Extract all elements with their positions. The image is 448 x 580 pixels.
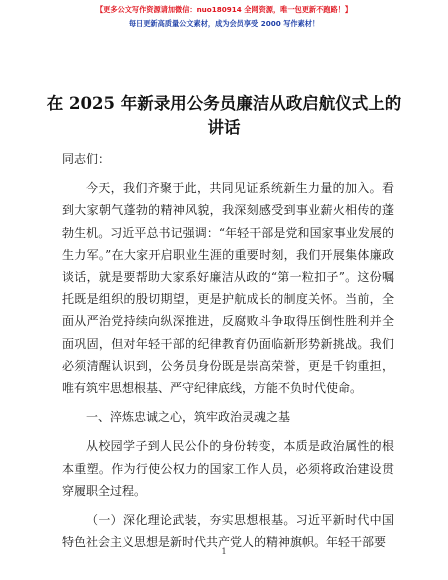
banner-line-2: 每日更新高质量公文素材，成为会员享受 2000 写作素材！ [128, 19, 320, 28]
subsection-1-paragraph: （一）深化理论武装，夯实思想根基。习近平新时代中国特色社会主义思想是新时代共产党人的精神旗帜。年轻干部要 [62, 513, 394, 550]
document-title: 在 2025 年新录用公务员廉洁从政启航仪式上的讲话 [46, 94, 402, 137]
page-number: 1 [221, 547, 227, 556]
paragraph-intro: 今天，我们齐聚于此，共同见证系统新生力量的加入。看到大家朝气蓬勃的精神风貌，我深刻感受到事业薪火相传的蓬勃生机。习近平总书记强调：“年轻干部是党和国家事业发展的生力军。”在大家开启职业生涯的重要时刻，我们开展集体廉政谈话，就是要帮助大家系好廉洁从政的“第一粒扣子”。这份嘱托既是组织的殷切期望，更是护航成长的制度关怀。当前，全面从严治党持续向纵深推进，反腐败斗争取得压倒性胜利并全面巩固，但对年轻干部的纪律教育仍面临新形势新挑战。我们必须清醒认识到，公务员身份既是崇高荣誉，更是千钧重担，唯有筑牢思想根基、严守纪律底线，方能不负时代使命。 [62, 181, 394, 396]
greeting: 同志们： [62, 152, 111, 166]
document-body [62, 148, 394, 553]
section-heading-1: 一、淬炼忠诚之心，筑牢政治灵魂之基 [86, 410, 291, 425]
promo-banner [0, 4, 448, 30]
section-1-paragraph: 从校园学子到人民公仆的身份转变，本质是政治属性的根本重塑。作为行使公权力的国家工作人员，必须将政治建设贯穿履职全过程。 [62, 439, 394, 498]
banner-line-1: 【更多公文写作资源请加微信：nuo180914 全网资源，唯一包更新不跑路！】 [95, 5, 353, 14]
